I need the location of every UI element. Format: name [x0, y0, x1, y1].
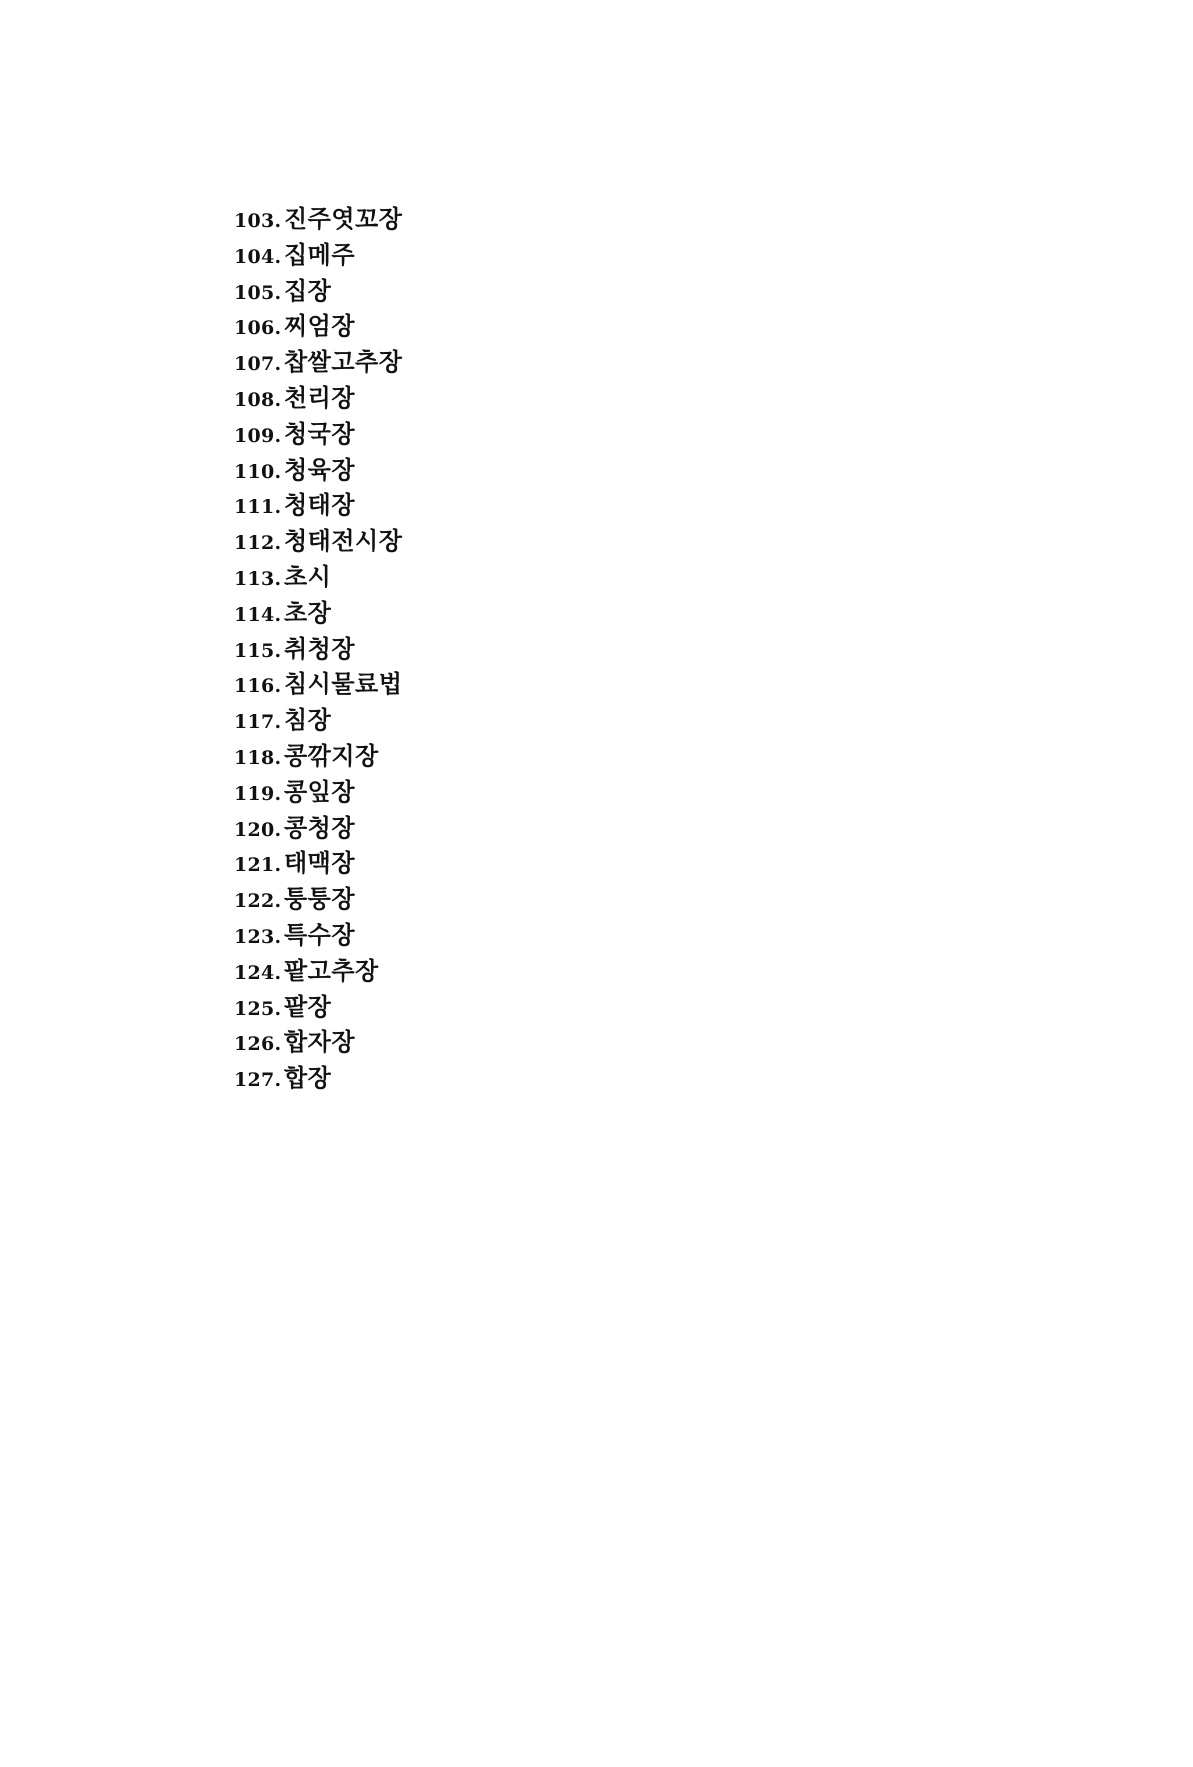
- list-item: [234, 202, 402, 238]
- item-name: 취청장: [284, 634, 356, 663]
- item-number: 115.: [234, 639, 282, 662]
- item-name: 콩청장: [284, 813, 356, 842]
- item-name: 청육장: [284, 455, 356, 484]
- item-name: 태맥장: [284, 849, 356, 878]
- item-number: 118.: [234, 746, 282, 769]
- item-name: 콩잎장: [284, 777, 356, 806]
- list-item: [234, 238, 402, 274]
- list-item: [234, 1061, 402, 1097]
- item-number: 117.: [234, 711, 282, 734]
- list-item: [234, 846, 402, 882]
- item-number: 120.: [234, 818, 282, 841]
- item-number: 104.: [234, 245, 282, 268]
- list-item: [234, 560, 402, 596]
- item-name: 청국장: [284, 419, 356, 448]
- item-number: 110.: [234, 460, 282, 483]
- item-number: 127.: [234, 1069, 282, 1092]
- item-name: 찹쌀고추장: [284, 348, 403, 377]
- list-item: [234, 488, 402, 524]
- item-number: 108.: [234, 388, 282, 411]
- numbered-list: [234, 202, 402, 1097]
- list-item: [234, 882, 402, 918]
- item-name: 합장: [284, 1064, 332, 1093]
- item-name: 특수장: [284, 920, 356, 949]
- list-item: [234, 811, 402, 847]
- item-number: 122.: [234, 890, 282, 913]
- item-number: 107.: [234, 353, 282, 376]
- list-item: [234, 739, 402, 775]
- item-number: 111.: [234, 496, 282, 519]
- list-item: [234, 381, 402, 417]
- item-number: 116.: [234, 675, 282, 698]
- item-name: 침시물료법: [284, 670, 403, 699]
- item-name: 집메주: [284, 240, 356, 269]
- list-item: [234, 703, 402, 739]
- item-number: 123.: [234, 925, 282, 948]
- item-name: 초장: [284, 598, 332, 627]
- item-name: 콩깎지장: [284, 741, 379, 770]
- item-name: 합자장: [284, 1028, 356, 1057]
- list-item: [234, 274, 402, 310]
- list-item: [234, 918, 402, 954]
- list-item: [234, 596, 402, 632]
- list-item: [234, 667, 402, 703]
- item-name: 찌엄장: [284, 312, 356, 341]
- list-item: [234, 775, 402, 811]
- list-item: [234, 990, 402, 1026]
- item-name: 침장: [284, 706, 332, 735]
- item-number: 103.: [234, 210, 282, 232]
- list-item: [234, 632, 402, 668]
- list-item: [234, 524, 402, 560]
- item-number: 119.: [234, 782, 282, 805]
- item-name: 팥장: [284, 992, 332, 1021]
- item-name: 진주엿꼬장: [284, 205, 403, 233]
- list-item: [234, 954, 402, 990]
- list-item: [234, 1025, 402, 1061]
- item-number: 126.: [234, 1033, 282, 1056]
- list-item: [234, 417, 402, 453]
- item-name: 초시: [284, 562, 332, 591]
- item-name: 청태전시장: [284, 527, 403, 556]
- item-name: 천리장: [284, 383, 356, 412]
- item-number: 113.: [234, 567, 282, 590]
- list-item: [234, 345, 402, 381]
- item-number: 106.: [234, 317, 282, 340]
- item-number: 105.: [234, 281, 282, 304]
- item-number: 109.: [234, 424, 282, 447]
- item-name: 집장: [284, 276, 332, 305]
- item-name: 팥고추장: [284, 956, 379, 985]
- item-number: 121.: [234, 854, 282, 877]
- item-name: 청태장: [284, 491, 356, 520]
- item-number: 124.: [234, 961, 282, 984]
- list-item: [234, 309, 402, 345]
- item-number: 112.: [234, 532, 282, 555]
- item-number: 114.: [234, 603, 282, 626]
- item-number: 125.: [234, 997, 282, 1020]
- item-name: 퉁퉁장: [284, 885, 356, 914]
- list-item: [234, 453, 402, 489]
